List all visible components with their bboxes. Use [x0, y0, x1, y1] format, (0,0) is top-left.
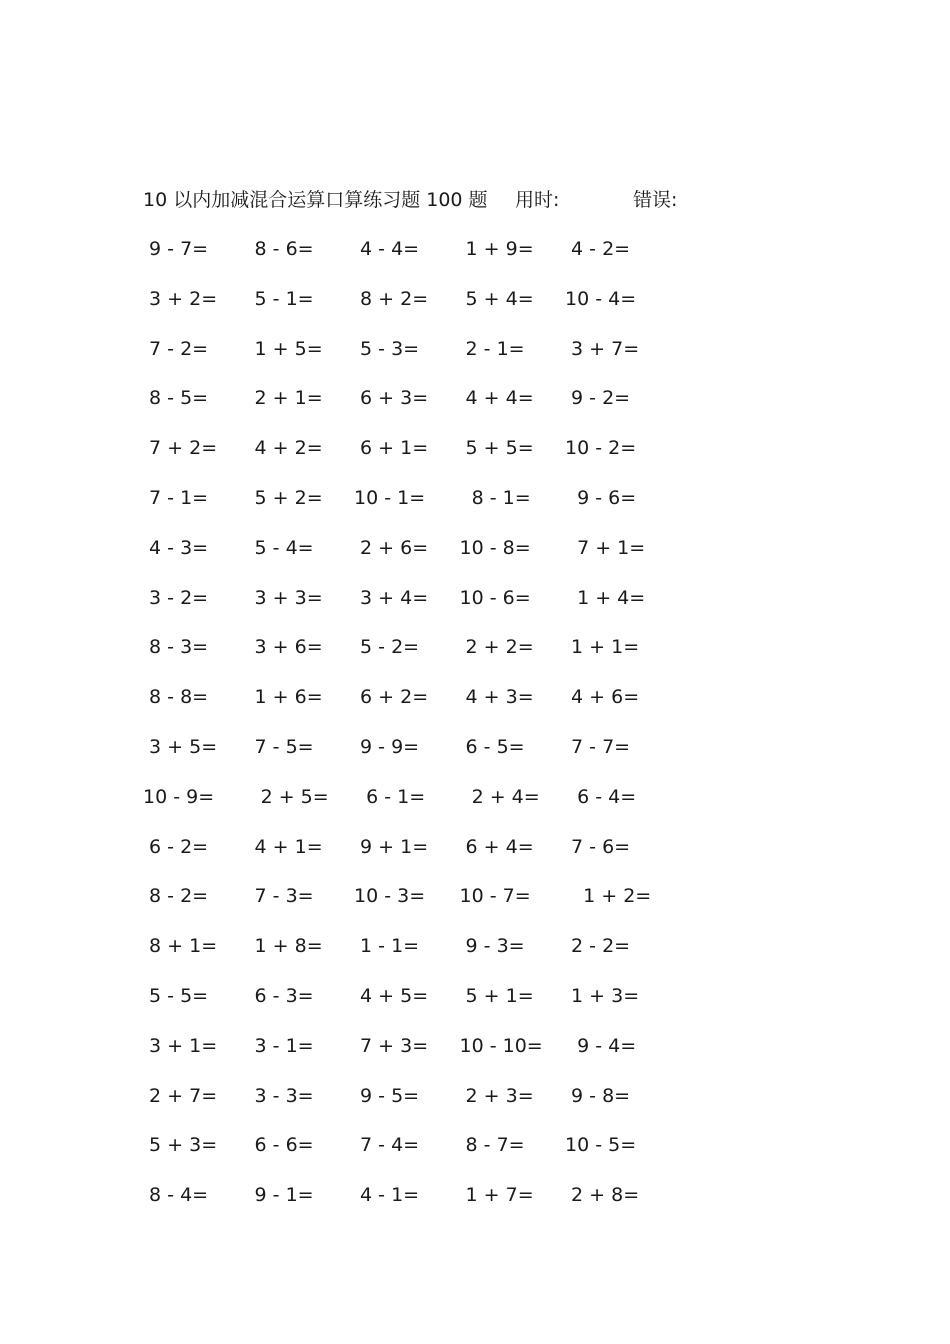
problem-item: 5 - 1=	[248, 287, 314, 310]
problem-item: 4 + 6=	[565, 686, 640, 709]
problem-item: 7 + 2=	[143, 437, 218, 460]
problem-item: 5 + 1=	[459, 984, 534, 1007]
problem-row	[143, 384, 703, 434]
problem-row	[143, 235, 703, 285]
problem-row	[143, 633, 703, 683]
problem-item: 3 + 1=	[143, 1034, 218, 1057]
problem-row	[143, 484, 703, 534]
problem-item: 4 - 1=	[354, 1184, 420, 1207]
problem-item: 2 - 2=	[565, 935, 631, 958]
problem-item: 2 + 1=	[248, 387, 323, 410]
problem-row	[143, 882, 703, 932]
problem-row	[143, 1181, 703, 1231]
problem-item: 9 - 8=	[565, 1084, 631, 1107]
problem-item: 8 - 5=	[143, 387, 209, 410]
problem-item: 3 + 4=	[354, 586, 429, 609]
problem-item: 9 - 1=	[248, 1184, 314, 1207]
problem-item: 7 - 3=	[248, 885, 314, 908]
problem-item: 4 + 5=	[354, 984, 429, 1007]
problem-item: 6 - 3=	[248, 984, 314, 1007]
problem-item: 8 - 4=	[143, 1184, 209, 1207]
problem-item: 10 - 7=	[459, 885, 531, 908]
problem-item: 5 + 3=	[143, 1134, 218, 1157]
problem-item: 6 - 1=	[354, 785, 426, 808]
problem-row	[143, 932, 703, 982]
problem-item: 6 - 2=	[143, 835, 209, 858]
problem-item: 9 - 5=	[354, 1084, 420, 1107]
problem-item: 3 + 6=	[248, 636, 323, 659]
problem-item: 6 + 1=	[354, 437, 429, 460]
problem-item: 10 - 5=	[565, 1134, 637, 1157]
problem-grid	[143, 235, 703, 1231]
problem-item: 7 + 1=	[565, 536, 646, 559]
problem-item: 2 + 4=	[459, 785, 540, 808]
problem-item: 5 + 5=	[459, 437, 534, 460]
problem-item: 7 - 6=	[565, 835, 631, 858]
problem-item: 10 - 8=	[459, 536, 531, 559]
time-label: 用时:	[515, 189, 560, 211]
worksheet-header	[143, 186, 677, 214]
problem-row	[143, 833, 703, 883]
problem-item: 3 + 7=	[565, 337, 640, 360]
problem-item: 2 + 5=	[248, 785, 329, 808]
problem-item: 8 - 1=	[459, 486, 531, 509]
problem-item: 5 - 5=	[143, 984, 209, 1007]
problem-item: 9 - 7=	[143, 238, 209, 260]
problem-item: 10 - 3=	[354, 885, 426, 908]
problem-item: 1 + 1=	[565, 636, 640, 659]
problem-item: 9 - 9=	[354, 735, 420, 758]
problem-item: 9 - 6=	[565, 486, 637, 509]
problem-item: 9 - 4=	[565, 1034, 637, 1057]
problem-item: 10 - 10=	[459, 1034, 543, 1057]
problem-item: 7 - 2=	[143, 337, 209, 360]
problem-item: 6 - 5=	[459, 735, 525, 758]
problem-item: 1 + 5=	[248, 337, 323, 360]
problem-item: 1 + 7=	[459, 1184, 534, 1207]
problem-item: 3 - 1=	[248, 1034, 314, 1057]
problem-item: 10 - 6=	[459, 586, 531, 609]
problem-item: 4 + 1=	[248, 835, 323, 858]
problem-item: 1 + 8=	[248, 935, 323, 958]
problem-row	[143, 733, 703, 783]
problem-row	[143, 783, 703, 833]
problem-row	[143, 982, 703, 1032]
problem-item: 7 - 7=	[565, 735, 631, 758]
problem-item: 4 - 4=	[354, 238, 420, 260]
problem-item: 2 - 1=	[459, 337, 525, 360]
problem-item: 5 - 2=	[354, 636, 420, 659]
problem-item: 4 - 3=	[143, 536, 209, 559]
problem-row	[143, 1032, 703, 1082]
problem-item: 3 + 3=	[248, 586, 323, 609]
problem-item: 1 + 2=	[565, 885, 652, 908]
problem-item: 5 + 4=	[459, 287, 534, 310]
problem-item: 8 + 2=	[354, 287, 429, 310]
problem-item: 3 + 2=	[143, 287, 218, 310]
problem-item: 4 + 4=	[459, 387, 534, 410]
problem-item: 4 + 2=	[248, 437, 323, 460]
problem-row	[143, 285, 703, 335]
problem-item: 4 + 3=	[459, 686, 534, 709]
errors-label: 错误:	[633, 189, 678, 211]
problem-item: 3 + 5=	[143, 735, 218, 758]
problem-item: 1 - 1=	[354, 935, 420, 958]
problem-item: 6 - 6=	[248, 1134, 314, 1157]
problem-row	[143, 434, 703, 484]
problem-item: 3 - 2=	[143, 586, 209, 609]
problem-item: 7 - 4=	[354, 1134, 420, 1157]
problem-item: 6 + 2=	[354, 686, 429, 709]
problem-item: 5 - 4=	[248, 536, 314, 559]
problem-item: 8 - 3=	[143, 636, 209, 659]
problem-item: 8 - 8=	[143, 686, 209, 709]
problem-item: 4 - 2=	[565, 238, 631, 260]
problem-item: 10 - 4=	[565, 287, 637, 310]
problem-item: 5 + 2=	[248, 486, 323, 509]
problem-item: 8 - 6=	[248, 238, 314, 260]
problem-item: 9 - 2=	[565, 387, 631, 410]
problem-item: 8 - 2=	[143, 885, 209, 908]
problem-item: 8 - 7=	[459, 1134, 525, 1157]
problem-item: 1 + 9=	[459, 238, 534, 260]
problem-row	[143, 1082, 703, 1132]
problem-item: 1 + 6=	[248, 686, 323, 709]
problem-item: 1 + 3=	[565, 984, 640, 1007]
problem-item: 7 - 5=	[248, 735, 314, 758]
problem-item: 7 + 3=	[354, 1034, 429, 1057]
problem-item: 9 + 1=	[354, 835, 429, 858]
problem-item: 6 - 4=	[565, 785, 637, 808]
problem-item: 10 - 2=	[565, 437, 637, 460]
problem-item: 2 + 6=	[354, 536, 429, 559]
worksheet-title: 10 以内加减混合运算口算练习题 100 题	[143, 189, 488, 211]
problem-item: 2 + 3=	[459, 1084, 534, 1107]
problem-item: 8 + 1=	[143, 935, 218, 958]
problem-item: 2 + 7=	[143, 1084, 218, 1107]
problem-item: 2 + 2=	[459, 636, 534, 659]
problem-row	[143, 683, 703, 733]
problem-item: 6 + 3=	[354, 387, 429, 410]
problem-item: 6 + 4=	[459, 835, 534, 858]
problem-item: 10 - 1=	[354, 486, 426, 509]
problem-row	[143, 1131, 703, 1181]
problem-row	[143, 584, 703, 634]
problem-item: 3 - 3=	[248, 1084, 314, 1107]
problem-item: 5 - 3=	[354, 337, 420, 360]
problem-row	[143, 534, 703, 584]
problem-item: 10 - 9=	[143, 785, 215, 808]
problem-item: 9 - 3=	[459, 935, 525, 958]
problem-item: 2 + 8=	[565, 1184, 640, 1207]
problem-item: 1 + 4=	[565, 586, 646, 609]
problem-item: 7 - 1=	[143, 486, 209, 509]
problem-row	[143, 335, 703, 385]
